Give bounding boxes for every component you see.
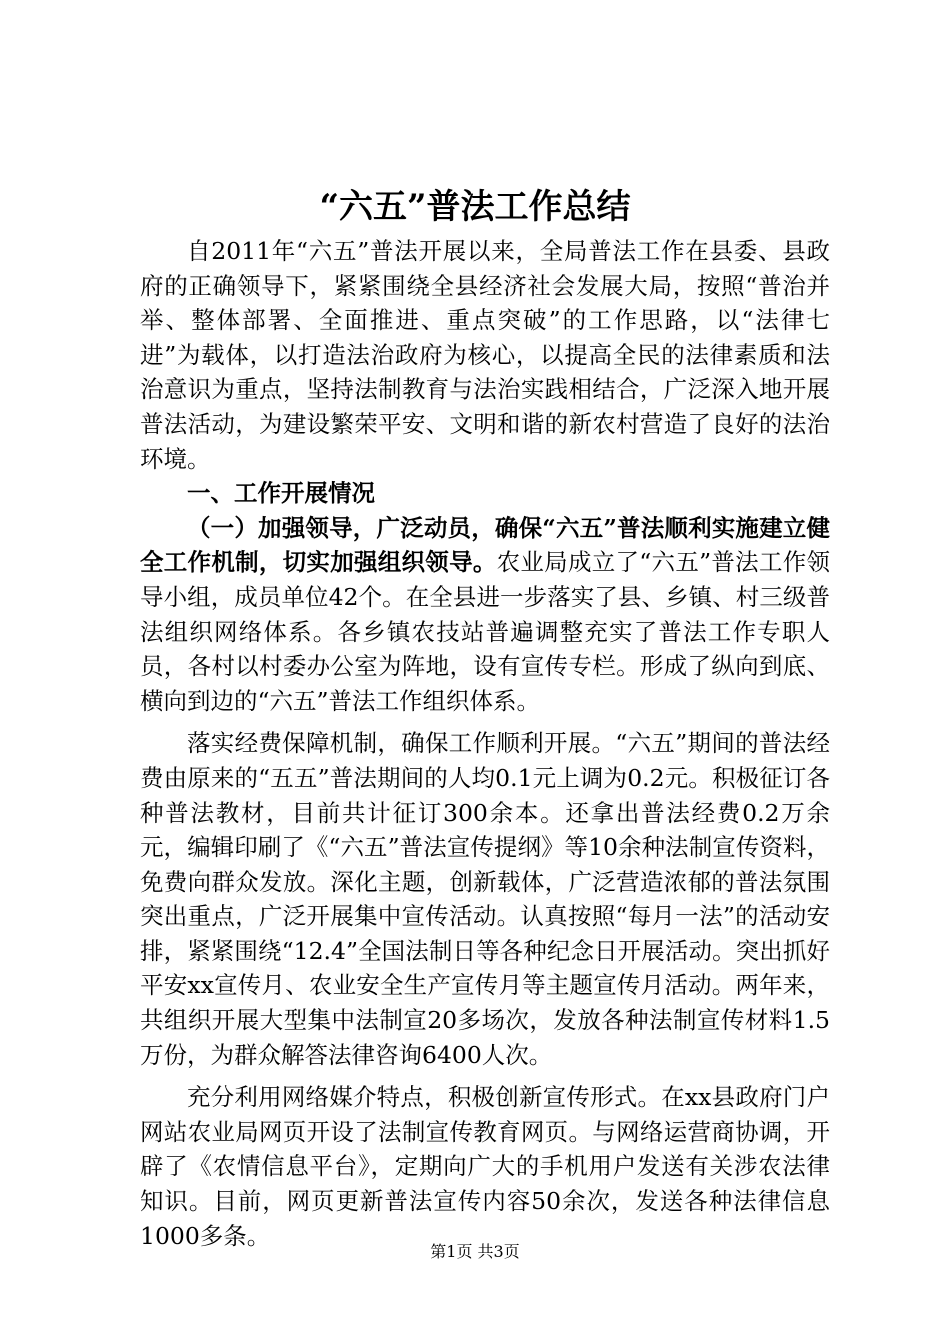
subsection-text: 农业局成立了“六五”普法工作领导小组，成员单位42个。在全县进一步落实了县、乡镇、村三级普法组织网络体系。各乡镇农技站普遍调整充实了普法工作专职人员，各村以村委办公室为阵地，设有宣传专栏。形成了纵向到底、横向到边的“六五”普法工作组织体系。 bbox=[140, 548, 830, 715]
section-heading: 一、工作开展情况 bbox=[187, 479, 375, 508]
page-number: 第1页 共3页 bbox=[430, 1242, 520, 1261]
document-body bbox=[140, 234, 830, 1253]
subsection-paragraph bbox=[140, 511, 830, 719]
network-paragraph: 充分利用网络媒介特点，积极创新宣传形式。在xx县政府门户网站农业局网页开设了法制宣传教育网页。与网络运营商协调，开辟了《农情信息平台》，定期向广大的手机用户发送有关涉农法律知识。目前，网页更新普法宣传内容50余次，发送各种法律信息1000多条。 bbox=[140, 1083, 830, 1250]
funding-paragraph: 落实经费保障机制，确保工作顺利开展。“六五”期间的普法经费由原来的“五五”普法期间的人均0.1元上调为0.2元。积极征订各种普法教材，目前共计征订300余本。还拿出普法经费0.2万余元，编辑印刷了《“六五”普法宣传提纲》等10余种法制宣传资料，免费向群众发放。深化主题，创新载体，广泛营造浓郁的普法氛围突出重点，广泛开展集中宣传活动。认真按照“每月一法”的活动安排，紧紧围绕“12.4”全国法制日等各种纪念日开展活动。突出抓好平安xx宣传月、农业安全生产宣传月等主题宣传月活动。两年来，共组织开展大型集中法制宣20多场次，发放各种法制宣传材料1.5万份，为群众解答法律咨询6400人次。 bbox=[140, 729, 830, 1069]
subsection-heading: （一）加强领导，广泛动员，确保“六五”普法顺利实施建立健全工作机制，切实加强组织领导。 bbox=[140, 513, 830, 577]
intro-paragraph: 自2011年“六五”普法开展以来，全局普法工作在县委、县政府的正确领导下，紧紧围绕全县经济社会发展大局，按照“普治并举、整体部署、全面推进、重点突破”的工作思路，以“法律七进”为载体，以打造法治政府为核心，以提高全民的法律素质和法治意识为重点，坚持法制教育与法治实践相结合，广泛深入地开展普法活动，为建设繁荣平安、文明和谐的新农村营造了良好的法治环境。 bbox=[140, 237, 830, 473]
document-title: “六五”普法工作总结 bbox=[319, 187, 631, 227]
